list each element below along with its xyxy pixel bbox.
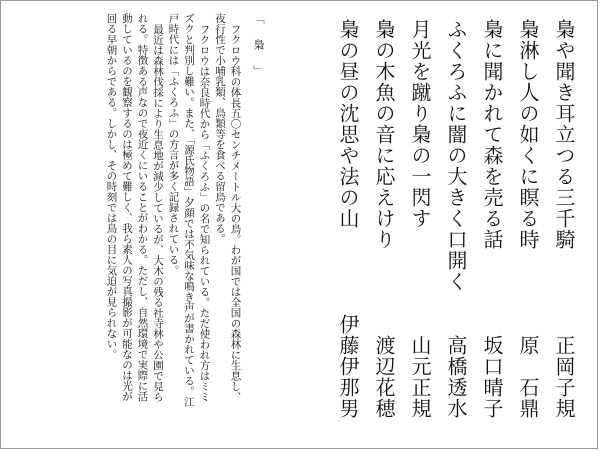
haiku-author: 伊藤伊那男 xyxy=(336,314,360,419)
haiku-verse: 梟に聞かれて森を売る話 xyxy=(480,19,504,250)
haiku-list xyxy=(309,19,579,419)
haiku-author: 渡辺花穂 xyxy=(372,335,396,419)
haiku-verse: ふくろふに闇の大きく口開く xyxy=(444,19,468,292)
commentary-paragraph: 最近は森林伐採により生息地が減少しているが、大木の残る社寺林や公園で見られる。特徴ある声なので夜近くにいることがわかる。ただし、自然環境で実際に活動しているのを観察するのは極めて難しく、我ら素人の写真撮影が可能なのは光が回る早朝からである。しかし、その時刻では鳥の目に気迫が見られない。 xyxy=(105,13,164,402)
haiku-verse: 梟や聞き耳立つる三千騎 xyxy=(552,19,576,250)
haiku-author: 坂口晴子 xyxy=(480,335,504,419)
haiku-verse: 梟の木魚の音に応えけり xyxy=(372,19,396,250)
commentary-text xyxy=(11,13,266,408)
haiku-author: 正岡子規 xyxy=(552,335,576,419)
commentary-paragraph: フクロウ科の体長五〇センチメートル大の鳥。わが国では全国の森林に生息し、夜行性で小哺乳類、鳥類等を食べる留鳥である。 xyxy=(214,13,242,402)
haiku-line xyxy=(439,19,471,419)
haiku-line xyxy=(331,19,363,419)
haiku-verse: 梟の昼の沈思や法の山 xyxy=(336,19,360,229)
haiku-author: 山元正規 xyxy=(408,335,432,419)
haiku-line xyxy=(511,19,543,419)
haiku-line xyxy=(367,19,399,419)
haiku-verse: 月光を蹴り梟の一閃す xyxy=(408,19,432,229)
commentary-paragraph: フクロウは奈良時代から「ふくろふ」の名で知られている。ただ使われ方はミミズクと判別し難い。また、「源氏物語」夕顔では不気味な鳴き声が書かれている。江戸時代には「ふくろふ」の方言が多く記録されている。 xyxy=(167,13,211,407)
haiku-author: 高橋透水 xyxy=(444,335,468,419)
haiku-line xyxy=(547,19,579,419)
commentary-title-text: 「 梟 」 xyxy=(252,13,265,78)
haiku-verse: 梟淋し人の如くに瞑る時 xyxy=(516,19,540,250)
haiku-author: 原 石鼎 xyxy=(516,335,540,419)
commentary-title xyxy=(251,13,267,408)
haiku-line xyxy=(475,19,507,419)
haiku-line xyxy=(403,19,435,419)
